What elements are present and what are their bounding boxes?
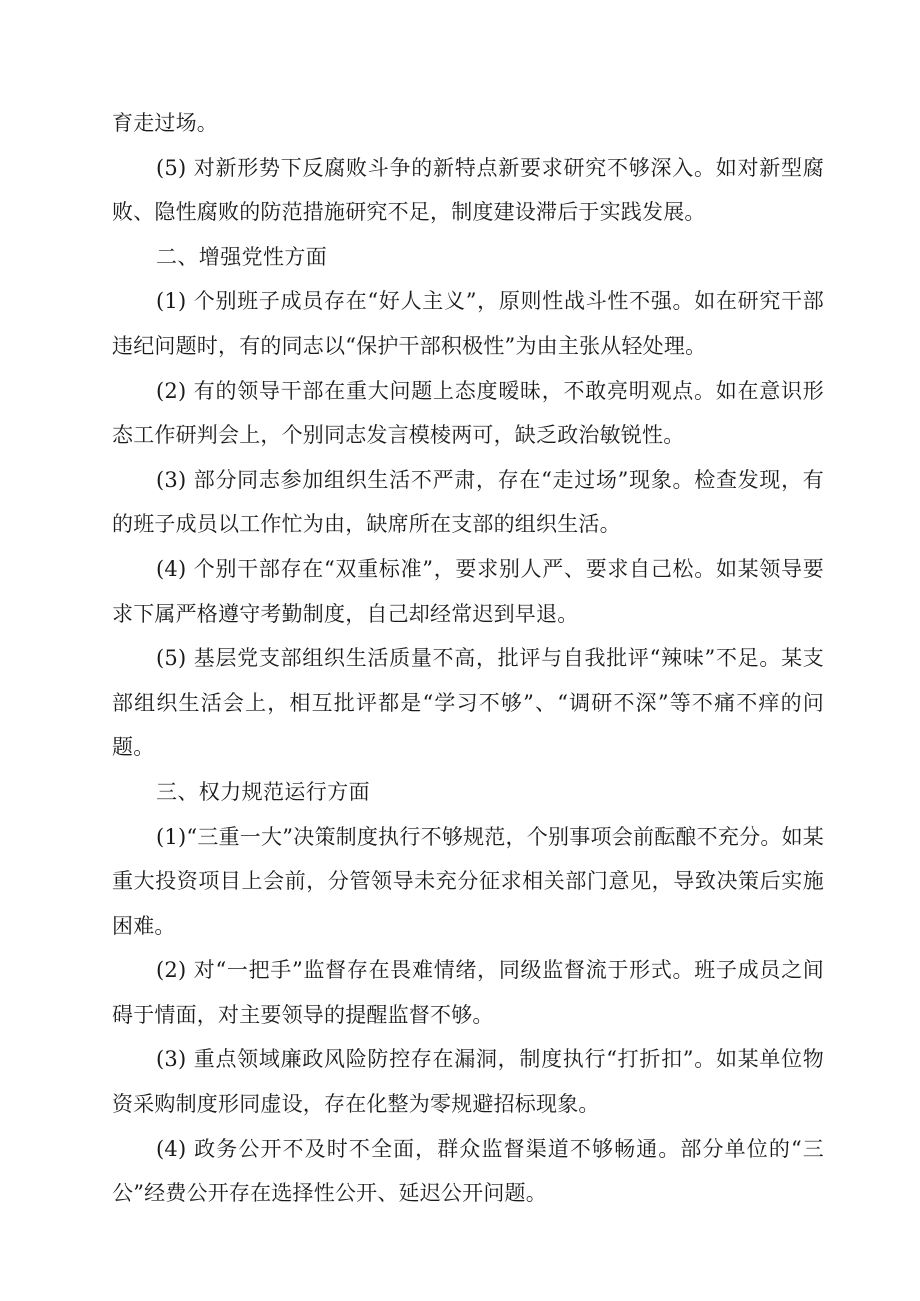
paragraph-item-5: (5) 对新形势下反腐败斗争的新特点新要求研究不够深入。如对新型腐败、隐性腐败的防范措施研究不足，制度建设滞后于实践发展。: [112, 155, 824, 225]
paragraph-3-4: (4) 政务公开不及时不全面，群众监督渠道不够畅通。部分单位的“三公”经费公开存在选择性公开、延迟公开问题。: [112, 1136, 824, 1206]
paragraph-2-3: (3) 部分同志参加组织生活不严肃，存在“走过场”现象。检查发现，有的班子成员以工作忙为由，缺席所在支部的组织生活。: [112, 467, 824, 537]
paragraph-2-4: (4) 个别干部存在“双重标准”，要求别人严、要求自己松。如某领导要求下属严格遵守考勤制度，自己却经常迟到早退。: [112, 556, 824, 626]
paragraph-3-1: (1)“三重一大”决策制度执行不够规范，个别事项会前酝酿不充分。如某重大投资项目上会前，分管领导未充分征求相关部门意见，导致决策后实施困难。: [112, 824, 824, 938]
section-heading-3: 三、权力规范运行方面: [156, 779, 370, 804]
paragraph-2-2: (2) 有的领导干部在重大问题上态度暧昧，不敢亮明观点。如在意识形态工作研判会上，个别同志发言模棱两可，缺乏政治敏锐性。: [112, 378, 824, 448]
paragraph-continuation: 育走过场。: [112, 111, 218, 135]
section-heading-2: 二、增强党性方面: [156, 244, 328, 269]
paragraph-2-1: (1) 个别班子成员存在“好人主义”，原则性战斗性不强。如在研究干部违纪问题时，有的同志以“保护干部积极性”为由主张从轻处理。: [112, 289, 824, 358]
paragraph-2-5: (5) 基层党支部组织生活质量不高，批评与自我批评“辣味”不足。某支部组织生活会上，相互批评都是“学习不够”、“调研不深”等不痛不痒的问题。: [112, 646, 824, 760]
document-page: [112, 101, 824, 1216]
paragraph-3-2: (2) 对“一把手”监督存在畏难情绪，同级监督流于形式。班子成员之间碍于情面，对主要领导的提醒监督不够。: [112, 958, 824, 1027]
paragraph-3-3: (3) 重点领域廉政风险防控存在漏洞，制度执行“打折扣”。如某单位物资采购制度形同虚设，存在化整为零规避招标现象。: [112, 1047, 824, 1117]
